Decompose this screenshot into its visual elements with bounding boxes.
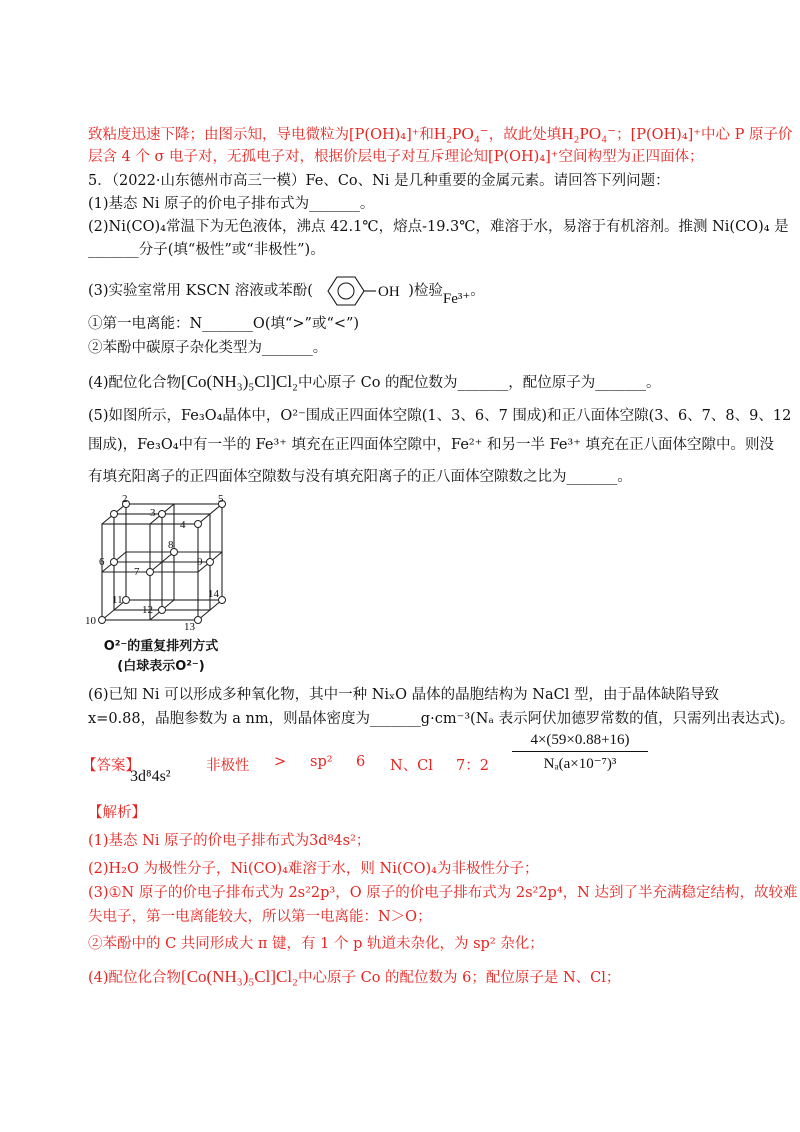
- fraction-denominator: Nₐ(a×10⁻⁷)³: [543, 756, 617, 772]
- question-4: [88, 371, 728, 394]
- q4-text-b: 中心原子 Co 的配位数为_______，配位原子为_______。: [298, 375, 661, 391]
- ion-11: [123, 597, 130, 604]
- answer-5: 6: [356, 754, 366, 770]
- question-5a: (5)如图所示，Fe₃O₄晶体中，O²⁻围成正四面体空隙(1、3、6、7 围成)和正八面体空隙(3、6、7、8、9、12: [88, 408, 792, 424]
- ion-1: [111, 511, 118, 518]
- aromatic-circle: [338, 283, 354, 299]
- analysis-complex-formula: [Co(NH₃)₅Cl]Cl₂: [181, 967, 298, 986]
- question-2b: _______分子(填“极性”或“非极性”)。: [88, 242, 325, 258]
- answer-3: >: [274, 754, 287, 770]
- label-5: 5: [218, 494, 224, 505]
- fraction-numerator: 4×(59×0.88+16): [512, 732, 648, 752]
- phenol-structure: [318, 274, 404, 308]
- analysis-3b: 失电子，第一电离能较大，所以第一电离能：N＞O；: [88, 909, 432, 925]
- question-header: 5．（2022·山东德州市高三一模）Fe、Co、Ni 是几种重要的金属元素。请回答下列问题：: [88, 173, 670, 189]
- answer-label: 【答案】: [82, 758, 140, 774]
- caption-line-2: (白球表示O²⁻): [117, 659, 205, 674]
- label-14: 14: [208, 588, 219, 600]
- caption-line-1: O²⁻的重复排列方式: [103, 639, 219, 654]
- analysis-5-text-b: 中心原子 Co 的配位数为 6；配位原子是 N、Cl；: [298, 970, 621, 986]
- complex-formula: [Co(NH₃)₅Cl]Cl₂: [181, 372, 298, 391]
- q3-text-a: (3)实验室常用 KSCN 溶液或苯酚(: [88, 283, 313, 299]
- question-2a: (2)Ni(CO)₄常温下为无色液体，沸点 42.1℃，熔点-19.3℃，难溶于水，易溶于有机溶剂。推测 Ni(CO)₄ 是: [88, 219, 789, 235]
- analysis-label: 【解析】: [88, 805, 146, 821]
- label-4: 4: [180, 519, 186, 531]
- label-12: 12: [142, 604, 153, 616]
- label-9: 9: [197, 556, 203, 568]
- analysis-3a: (3)①N 原子的价电子排布式为 2s²2p³，O 原子的价电子排布式为 2s²2p⁴，N 达到了半充满稳定结构，故较难: [88, 885, 798, 901]
- analysis-5: [88, 966, 728, 989]
- ion-6: [111, 559, 118, 566]
- ion-14: [219, 597, 226, 604]
- ion-7: [147, 569, 154, 576]
- label-2: 2: [122, 494, 128, 505]
- question-6b: x=0.88，晶胞参数为 a nm，则晶体密度为_______g·cm⁻³(Nₐ 表示阿伏加德罗常数的值，只需列出表达式)。: [88, 711, 795, 727]
- intro-line-2: 层含 4 个 σ 电子对，无孤电子对，根据价层电子对互斥理论知[P(OH)₄]⁺空间构型为正四面体；: [88, 149, 704, 165]
- answer-6: N、Cl: [390, 758, 433, 774]
- ion-labels: [85, 494, 224, 633]
- answer-2: 非极性: [206, 758, 250, 774]
- fe3-ion: Fe³⁺: [442, 291, 471, 307]
- question-6a: (6)已知 Ni 可以形成多种氧化物，其中一种 NiₓO 晶体的晶胞结构为 NaCl 型，由于晶体缺陷导致: [88, 687, 719, 703]
- question-3a: [88, 274, 728, 308]
- q3-text-c: 。: [470, 283, 485, 299]
- analysis-1: (1)基态 Ni 原子的价电子排布式为3d⁸4s²；: [88, 833, 371, 849]
- benzene-ring: [328, 277, 364, 305]
- crystal-figure: [84, 494, 234, 634]
- figure-caption: [96, 637, 226, 677]
- analysis-2: (2)H₂O 为极性分子，Ni(CO)₄难溶于水，则 Ni(CO)₄为非极性分子；: [88, 861, 539, 877]
- h2po4-formula-2: H₂PO₄⁻: [561, 124, 617, 143]
- ion-4: [195, 521, 202, 528]
- analysis-4: ②苯酚中的 C 共同形成大 π 键，有 1 个 p 轨道未杂化，为 sp² 杂化；: [88, 936, 544, 952]
- answer-4: sp²: [310, 754, 333, 770]
- ion-3: [159, 511, 166, 518]
- intro-text-c: ；[P(OH)₄]⁺中心 P 原子价: [616, 127, 793, 143]
- ion-13: [195, 617, 202, 624]
- label-10: 10: [85, 615, 96, 627]
- label-3: 3: [150, 507, 156, 519]
- density-fraction: [512, 732, 648, 773]
- question-5c: 有填充阳离子的正四面体空隙数与没有填充阳离子的正八面体空隙数之比为_______。: [88, 469, 632, 485]
- question-3-2: ②苯酚中碳原子杂化类型为_______。: [88, 340, 328, 356]
- question-3-1: ①第一电离能：N_______O(填“>”或“<”): [88, 316, 360, 332]
- analysis-5-text-a: (4)配位化合物: [88, 970, 182, 986]
- label-11: 11: [112, 594, 123, 606]
- intro-text-a: 致粘度迅速下降；由图示知，导电微粒为[P(OH)₄]⁺和: [88, 127, 434, 143]
- question-5b: 围成)，Fe₃O₄中有一半的 Fe³⁺ 填充在正四面体空隙中，Fe²⁺ 和另一半 Fe³⁺ 填充在正八面体空隙中。则没: [88, 437, 775, 453]
- ion-10: [99, 617, 106, 624]
- ion-9: [207, 559, 214, 566]
- intro-line-1: [88, 123, 793, 146]
- h2po4-formula: H₂PO₄⁻: [433, 124, 489, 143]
- q3-text-b: )检验: [408, 283, 443, 299]
- label-6: 6: [99, 556, 105, 568]
- label-7: 7: [134, 566, 140, 578]
- answer-row: [82, 742, 748, 790]
- label-8: 8: [168, 539, 174, 551]
- oh-label: OH: [377, 284, 400, 300]
- answer-7: 7：2: [456, 758, 489, 774]
- q4-text-a: (4)配位化合物: [88, 375, 182, 391]
- label-13: 13: [184, 621, 195, 633]
- ion-12: [159, 607, 166, 614]
- intro-text-b: ，故此处填: [488, 127, 562, 143]
- answer-1: 3d⁸4s²: [130, 768, 171, 785]
- question-1: (1)基态 Ni 原子的价电子排布式为_______。: [88, 196, 375, 212]
